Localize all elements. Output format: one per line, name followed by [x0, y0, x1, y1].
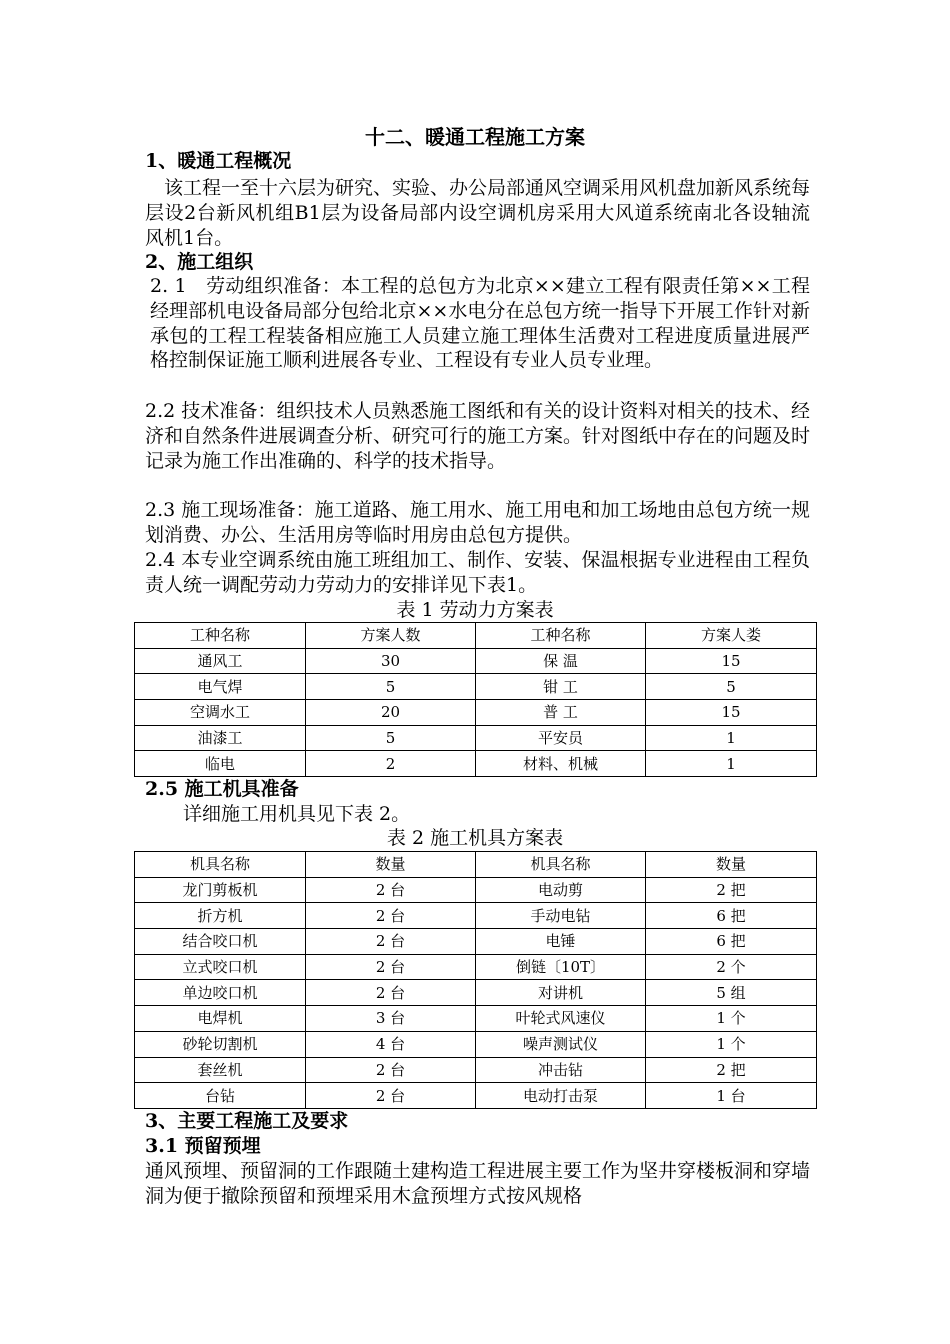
table-cell: 折方机 [135, 903, 306, 929]
table-header-cell: 机具名称 [135, 852, 306, 878]
labor-plan-table [134, 622, 817, 777]
table-cell: 手动电钻 [476, 903, 646, 929]
table-row [135, 674, 817, 700]
table-cell: 2 把 [646, 877, 817, 903]
table-cell: 电气焊 [135, 674, 306, 700]
table-cell: 5 [306, 674, 476, 700]
table-1-caption: 表 1 劳动力方案表 [396, 599, 554, 621]
table-row [135, 980, 817, 1006]
table-row [135, 877, 817, 903]
table-cell: 2 台 [306, 903, 476, 929]
paragraph-2-2: 2.2 技术准备：组织技术人员熟悉施工图纸和有关的设计资料对相关的技术、经济和自然条件进展调查分析、研究可行的施工方案。针对图纸中存在的问题及时记录为施工作出准确的、科学的技术指导。 [145, 400, 811, 472]
table-row [135, 725, 817, 751]
table-header-cell: 数量 [646, 852, 817, 878]
table-cell: 5 [306, 725, 476, 751]
table-cell: 2 [306, 751, 476, 777]
table-cell: 油漆工 [135, 725, 306, 751]
table-cell: 5 [646, 674, 817, 700]
table-cell: 平安员 [476, 725, 646, 751]
table-row [135, 1006, 817, 1032]
table-header-row [135, 623, 817, 649]
table-cell: 15 [646, 648, 817, 674]
table-cell: 3 台 [306, 1006, 476, 1032]
table-row [135, 1057, 817, 1083]
table-cell: 1 [646, 751, 817, 777]
table-cell: 结合咬口机 [135, 929, 306, 955]
table-header-cell: 机具名称 [476, 852, 646, 878]
table-cell: 1 [646, 725, 817, 751]
table-cell: 2 台 [306, 954, 476, 980]
section-3-1-paragraph: 通风预埋、预留洞的工作跟随土建构造工程进展主要工作为坚井穿楼板洞和穿墙洞为便于撤除预留和预埋采用木盒预埋方式按风规格 [145, 1160, 811, 1207]
table-header-cell: 方案人数 [306, 623, 476, 649]
table-cell: 2 把 [646, 1057, 817, 1083]
section-3-1-heading: 3.1 预留预埋 [145, 1135, 261, 1157]
table-cell: 冲击钻 [476, 1057, 646, 1083]
paragraph-2-4: 2.4 本专业空调系统由施工班组加工、制作、安装、保温根据专业进程由工程负责人统一调配劳动力劳动力的安排详见下表1。 [145, 549, 810, 596]
table-row [135, 751, 817, 777]
section-2-5-paragraph: 详细施工用机具见下表 2。 [183, 803, 411, 825]
section-2-heading: 2、施工组织 [145, 251, 254, 273]
table-cell: 临电 [135, 751, 306, 777]
table-cell: 4 台 [306, 1031, 476, 1057]
paragraph-2-3: 2.3 施工现场准备：施工道路、施工用水、施工用电和加工场地由总包方统一规划消费、办公、生活用房等临时用房由总包方提供。 [145, 499, 810, 546]
table-cell: 电焊机 [135, 1006, 306, 1032]
table-cell: 单边咬口机 [135, 980, 306, 1006]
table-row [135, 1031, 817, 1057]
table-row [135, 929, 817, 955]
table-cell: 6 把 [646, 903, 817, 929]
table-cell: 套丝机 [135, 1057, 306, 1083]
table-cell: 材料、机械 [476, 751, 646, 777]
table-cell: 15 [646, 700, 817, 726]
section-2-5-heading: 2.5 施工机具准备 [145, 778, 299, 800]
section-3-heading: 3、主要工程施工及要求 [145, 1110, 349, 1132]
section-1-heading: 1、暖通工程概况 [145, 150, 292, 172]
table-cell: 6 把 [646, 929, 817, 955]
document-title: 十二、暖通工程施工方案 [365, 125, 585, 149]
table-cell: 2 台 [306, 877, 476, 903]
table-cell: 20 [306, 700, 476, 726]
table-cell: 2 台 [306, 1057, 476, 1083]
table-cell: 1 台 [646, 1083, 817, 1109]
table-header-cell: 方案人娄 [646, 623, 817, 649]
table-cell: 立式咬口机 [135, 954, 306, 980]
table-cell: 噪声测试仪 [476, 1031, 646, 1057]
table-row [135, 954, 817, 980]
table-cell: 30 [306, 648, 476, 674]
equipment-plan-table [134, 851, 817, 1109]
table-cell: 龙门剪板机 [135, 877, 306, 903]
table-cell: 普 工 [476, 700, 646, 726]
table-2-caption: 表 2 施工机具方案表 [386, 827, 564, 849]
paragraph-2-1: 2. 1 劳动组织准备：本工程的总包方为北京××建立工程有限责任第××工程经理部机电设备局部分包给北京××水电分在总包方统一指导下开展工作针对新承包的工程工程装备相应施工人员建立施工理体生活费对工程进度质量进展严格控制保证施工顺利进展各专业、工程设有专业人员专业理。 [150, 275, 810, 372]
table-cell: 倒链〔10T〕 [476, 954, 646, 980]
table-row [135, 903, 817, 929]
table-cell: 5 组 [646, 980, 817, 1006]
table-header-cell: 工种名称 [135, 623, 306, 649]
table-cell: 电动剪 [476, 877, 646, 903]
table-cell: 1 个 [646, 1006, 817, 1032]
table-header-cell: 工种名称 [476, 623, 646, 649]
table-cell: 砂轮切割机 [135, 1031, 306, 1057]
table-cell: 空调水工 [135, 700, 306, 726]
table-cell: 电动打击泵 [476, 1083, 646, 1109]
table-cell: 台钻 [135, 1083, 306, 1109]
section-1-paragraph: 该工程一至十六层为研究、实验、办公局部通风空调采用风机盘加新风系统每层设2台新风机组B1层为设备局部内设空调机房采用大风道系统南北各设轴流风机1台。 [145, 177, 811, 249]
table-cell: 对讲机 [476, 980, 646, 1006]
table-cell: 2 台 [306, 1083, 476, 1109]
table-cell: 2 台 [306, 929, 476, 955]
table-row [135, 1083, 817, 1109]
table-cell: 钳 工 [476, 674, 646, 700]
table-cell: 2 个 [646, 954, 817, 980]
table-header-row [135, 852, 817, 878]
table-cell: 叶轮式风速仪 [476, 1006, 646, 1032]
table-cell: 2 台 [306, 980, 476, 1006]
table-cell: 保 温 [476, 648, 646, 674]
table-cell: 1 个 [646, 1031, 817, 1057]
table-cell: 通风工 [135, 648, 306, 674]
table-header-cell: 数量 [306, 852, 476, 878]
table-row [135, 700, 817, 726]
table-cell: 电锤 [476, 929, 646, 955]
table-row [135, 648, 817, 674]
